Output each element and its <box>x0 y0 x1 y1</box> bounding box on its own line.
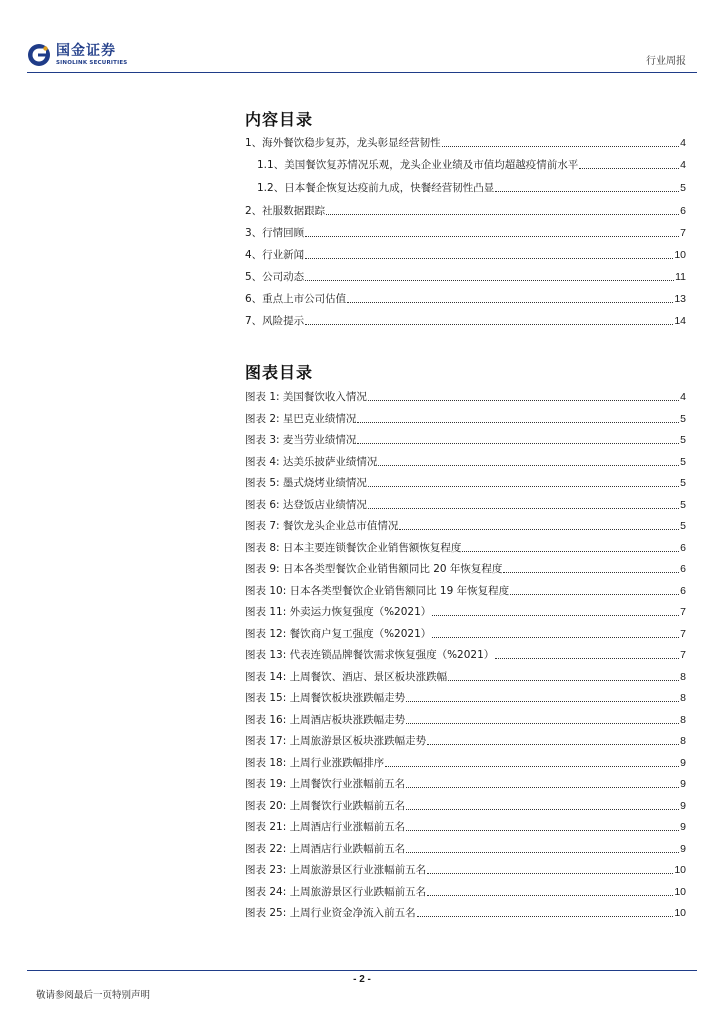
leader-dots <box>368 508 679 509</box>
logo-english-name: SINOLINK SECURITIES <box>56 59 128 66</box>
leader-dots <box>427 873 673 874</box>
figure-item[interactable] <box>245 431 686 447</box>
figure-item-page: 9 <box>680 756 686 769</box>
figure-item-label: 图表 2: 星巴克业绩情况 <box>245 412 357 425</box>
figure-item-label: 图表 16: 上周酒店板块涨跌幅走势 <box>245 713 406 726</box>
leader-dots <box>427 895 673 896</box>
figure-item[interactable] <box>245 689 686 705</box>
footer-divider <box>27 970 697 971</box>
figure-item[interactable] <box>245 388 686 404</box>
toc-item-label: 1.2、日本餐企恢复达疫前九成，快餐经营韧性凸显 <box>257 182 495 194</box>
figure-item-page: 8 <box>680 735 686 747</box>
figure-item-label: 图表 22: 上周酒店行业跌幅前五名 <box>245 842 406 855</box>
figure-item[interactable] <box>245 539 686 555</box>
figure-item-label: 图表 4: 达美乐披萨业绩情况 <box>245 455 378 468</box>
leader-dots <box>326 214 679 215</box>
logo-chinese-name: 国金证券 <box>56 42 116 59</box>
leader-dots <box>448 680 679 681</box>
figure-item-label: 图表 10: 日本各类型餐饮企业销售额同比 19 年恢复程度 <box>245 584 510 597</box>
leader-dots <box>305 280 674 281</box>
toc-item-label: 6、重点上市公司估值 <box>245 293 347 305</box>
leader-dots <box>368 400 679 401</box>
figure-item-page: 6 <box>680 584 686 597</box>
figure-item-page: 10 <box>674 907 686 919</box>
leader-dots <box>427 744 679 745</box>
figure-item-page: 7 <box>680 627 686 640</box>
figure-item[interactable] <box>245 453 686 469</box>
figure-item[interactable] <box>245 410 686 426</box>
leader-dots <box>510 594 679 595</box>
figure-item[interactable] <box>245 582 686 598</box>
figure-item-label: 图表 23: 上周旅游景区行业涨幅前五名 <box>245 864 427 876</box>
figure-item[interactable] <box>245 668 686 684</box>
toc-item[interactable] <box>245 134 686 150</box>
toc-title: 内容目录 <box>245 110 314 129</box>
figure-item-page: 5 <box>680 412 686 425</box>
figure-item-page: 5 <box>680 520 686 532</box>
figure-item[interactable] <box>245 818 686 834</box>
figure-item[interactable] <box>245 646 686 662</box>
toc-item-page: 5 <box>680 182 686 194</box>
leader-dots <box>579 168 679 169</box>
leader-dots <box>357 443 679 444</box>
disclaimer-note: 敬请参阅最后一页特别声明 <box>36 990 151 1001</box>
leader-dots <box>305 236 679 237</box>
toc-item-page: 13 <box>674 293 686 305</box>
leader-dots <box>357 422 679 423</box>
figure-item-label: 图表 8: 日本主要连锁餐饮企业销售额恢复程度 <box>245 541 462 554</box>
toc-item-page: 4 <box>680 137 686 149</box>
leader-dots <box>406 723 679 724</box>
figure-item[interactable] <box>245 625 686 641</box>
figure-item-label: 图表 9: 日本各类型餐饮企业销售额同比 20 年恢复程度 <box>245 563 503 575</box>
leader-dots <box>406 852 679 853</box>
toc-item-label: 7、风险提示 <box>245 315 305 327</box>
leader-dots <box>432 615 679 616</box>
figure-item-label: 图表 6: 达登饭店业绩情况 <box>245 498 367 511</box>
page-number: - 2 - <box>353 974 371 985</box>
toc-item[interactable] <box>245 246 686 262</box>
toc-item-page: 4 <box>680 159 686 171</box>
toc-item-page: 11 <box>675 271 686 283</box>
leader-dots <box>406 787 679 788</box>
figure-item[interactable] <box>245 904 686 920</box>
figure-item-page: 8 <box>680 692 686 704</box>
figure-item-page: 4 <box>680 391 686 403</box>
leader-dots <box>503 572 679 573</box>
figure-item-page: 8 <box>680 713 686 726</box>
leader-dots <box>442 146 679 147</box>
leader-dots <box>368 486 679 487</box>
figure-item[interactable] <box>245 603 686 619</box>
leader-dots <box>305 324 673 325</box>
leader-dots <box>305 258 673 259</box>
toc-item[interactable] <box>245 290 686 306</box>
figure-item-label: 图表 21: 上周酒店行业涨幅前五名 <box>245 821 406 833</box>
figure-item[interactable] <box>245 496 686 512</box>
leader-dots <box>406 701 679 702</box>
figure-item-page: 9 <box>680 842 686 855</box>
figure-item-page: 5 <box>680 455 686 468</box>
leader-dots <box>495 191 679 192</box>
figure-item-label: 图表 3: 麦当劳业绩情况 <box>245 434 357 446</box>
leader-dots <box>432 637 679 638</box>
figure-item[interactable] <box>245 560 686 576</box>
toc-item[interactable] <box>245 224 686 240</box>
leader-dots <box>417 916 674 917</box>
report-type-label: 行业周报 <box>646 56 686 67</box>
figure-item-label: 图表 1: 美国餐饮收入情况 <box>245 391 367 403</box>
leader-dots <box>406 830 679 831</box>
company-logo <box>27 39 127 71</box>
figure-item[interactable] <box>245 711 686 727</box>
toc-item-label: 4、行业新闻 <box>245 249 305 261</box>
figure-item-page: 9 <box>680 778 686 790</box>
toc-item-page: 6 <box>680 205 686 217</box>
figure-item[interactable] <box>245 861 686 877</box>
figure-item-label: 图表 19: 上周餐饮行业涨幅前五名 <box>245 778 406 790</box>
leader-dots <box>495 658 679 659</box>
figure-item[interactable] <box>245 517 686 533</box>
figure-item-page: 5 <box>680 434 686 446</box>
figure-item[interactable] <box>245 732 686 748</box>
figure-item-page: 10 <box>674 885 686 898</box>
figure-item-label: 图表 20: 上周餐饮行业跌幅前五名 <box>245 799 406 812</box>
figure-item-page: 9 <box>680 799 686 812</box>
figure-item-page: 6 <box>680 541 686 554</box>
figure-item-page: 8 <box>680 670 686 683</box>
figure-item[interactable] <box>245 775 686 791</box>
figure-item[interactable] <box>245 754 686 770</box>
toc-item-label: 1、海外餐饮稳步复苏，龙头彰显经营韧性 <box>245 137 441 149</box>
figure-item-label: 图表 13: 代表连锁品牌餐饮需求恢复强度（%2021） <box>245 649 495 661</box>
sinolink-logo-icon <box>27 43 51 67</box>
leader-dots <box>462 551 679 552</box>
toc-item-label: 1.1、美国餐饮复苏情况乐观，龙头企业业绩及市值均超越疫情前水平 <box>257 159 579 171</box>
toc-item[interactable] <box>245 268 686 284</box>
toc-item[interactable] <box>245 202 686 218</box>
figure-item-label: 图表 24: 上周旅游景区行业跌幅前五名 <box>245 885 427 898</box>
toc-item[interactable] <box>257 156 686 172</box>
figure-item-label: 图表 7: 餐饮龙头企业总市值情况 <box>245 520 399 532</box>
toc-item[interactable] <box>245 312 686 328</box>
toc-item[interactable] <box>257 179 686 195</box>
leader-dots <box>347 302 673 303</box>
figure-item-label: 图表 12: 餐饮商户复工强度（%2021） <box>245 627 432 640</box>
leader-dots <box>385 766 679 767</box>
header-divider <box>27 72 697 73</box>
toc-item-label: 3、行情回顾 <box>245 227 305 239</box>
leader-dots <box>399 529 679 530</box>
figure-item-page: 10 <box>674 864 686 876</box>
leader-dots <box>406 809 679 810</box>
figure-item-page: 5 <box>680 477 686 489</box>
figure-item[interactable] <box>245 474 686 490</box>
figure-item-label: 图表 25: 上周行业资金净流入前五名 <box>245 907 416 919</box>
figure-item-label: 图表 14: 上周餐饮、酒店、景区板块涨跌幅 <box>245 670 448 683</box>
figure-item-page: 7 <box>680 649 686 661</box>
toc-item-page: 14 <box>674 315 686 327</box>
figure-item-page: 5 <box>680 498 686 511</box>
figure-item-page: 7 <box>680 606 686 618</box>
toc-item-label: 5、公司动态 <box>245 271 305 283</box>
figure-item[interactable] <box>245 840 686 856</box>
figure-item-label: 图表 17: 上周旅游景区板块涨跌幅走势 <box>245 735 427 747</box>
leader-dots <box>378 465 679 466</box>
toc-item-page: 7 <box>680 227 686 239</box>
toc-item-label: 2、社服数据跟踪 <box>245 205 326 217</box>
figure-item-page: 9 <box>680 821 686 833</box>
figure-item-label: 图表 11: 外卖运力恢复强度（%2021） <box>245 606 432 618</box>
page-header <box>0 0 724 80</box>
figure-item[interactable] <box>245 883 686 899</box>
figure-item-page: 6 <box>680 563 686 575</box>
figure-item-label: 图表 5: 墨式烧烤业绩情况 <box>245 477 367 489</box>
figures-title: 图表目录 <box>245 363 314 382</box>
figure-item[interactable] <box>245 797 686 813</box>
toc-item-page: 10 <box>674 249 686 261</box>
figure-item-label: 图表 18: 上周行业涨跌幅排序 <box>245 756 385 769</box>
figure-item-label: 图表 15: 上周餐饮板块涨跌幅走势 <box>245 692 406 704</box>
